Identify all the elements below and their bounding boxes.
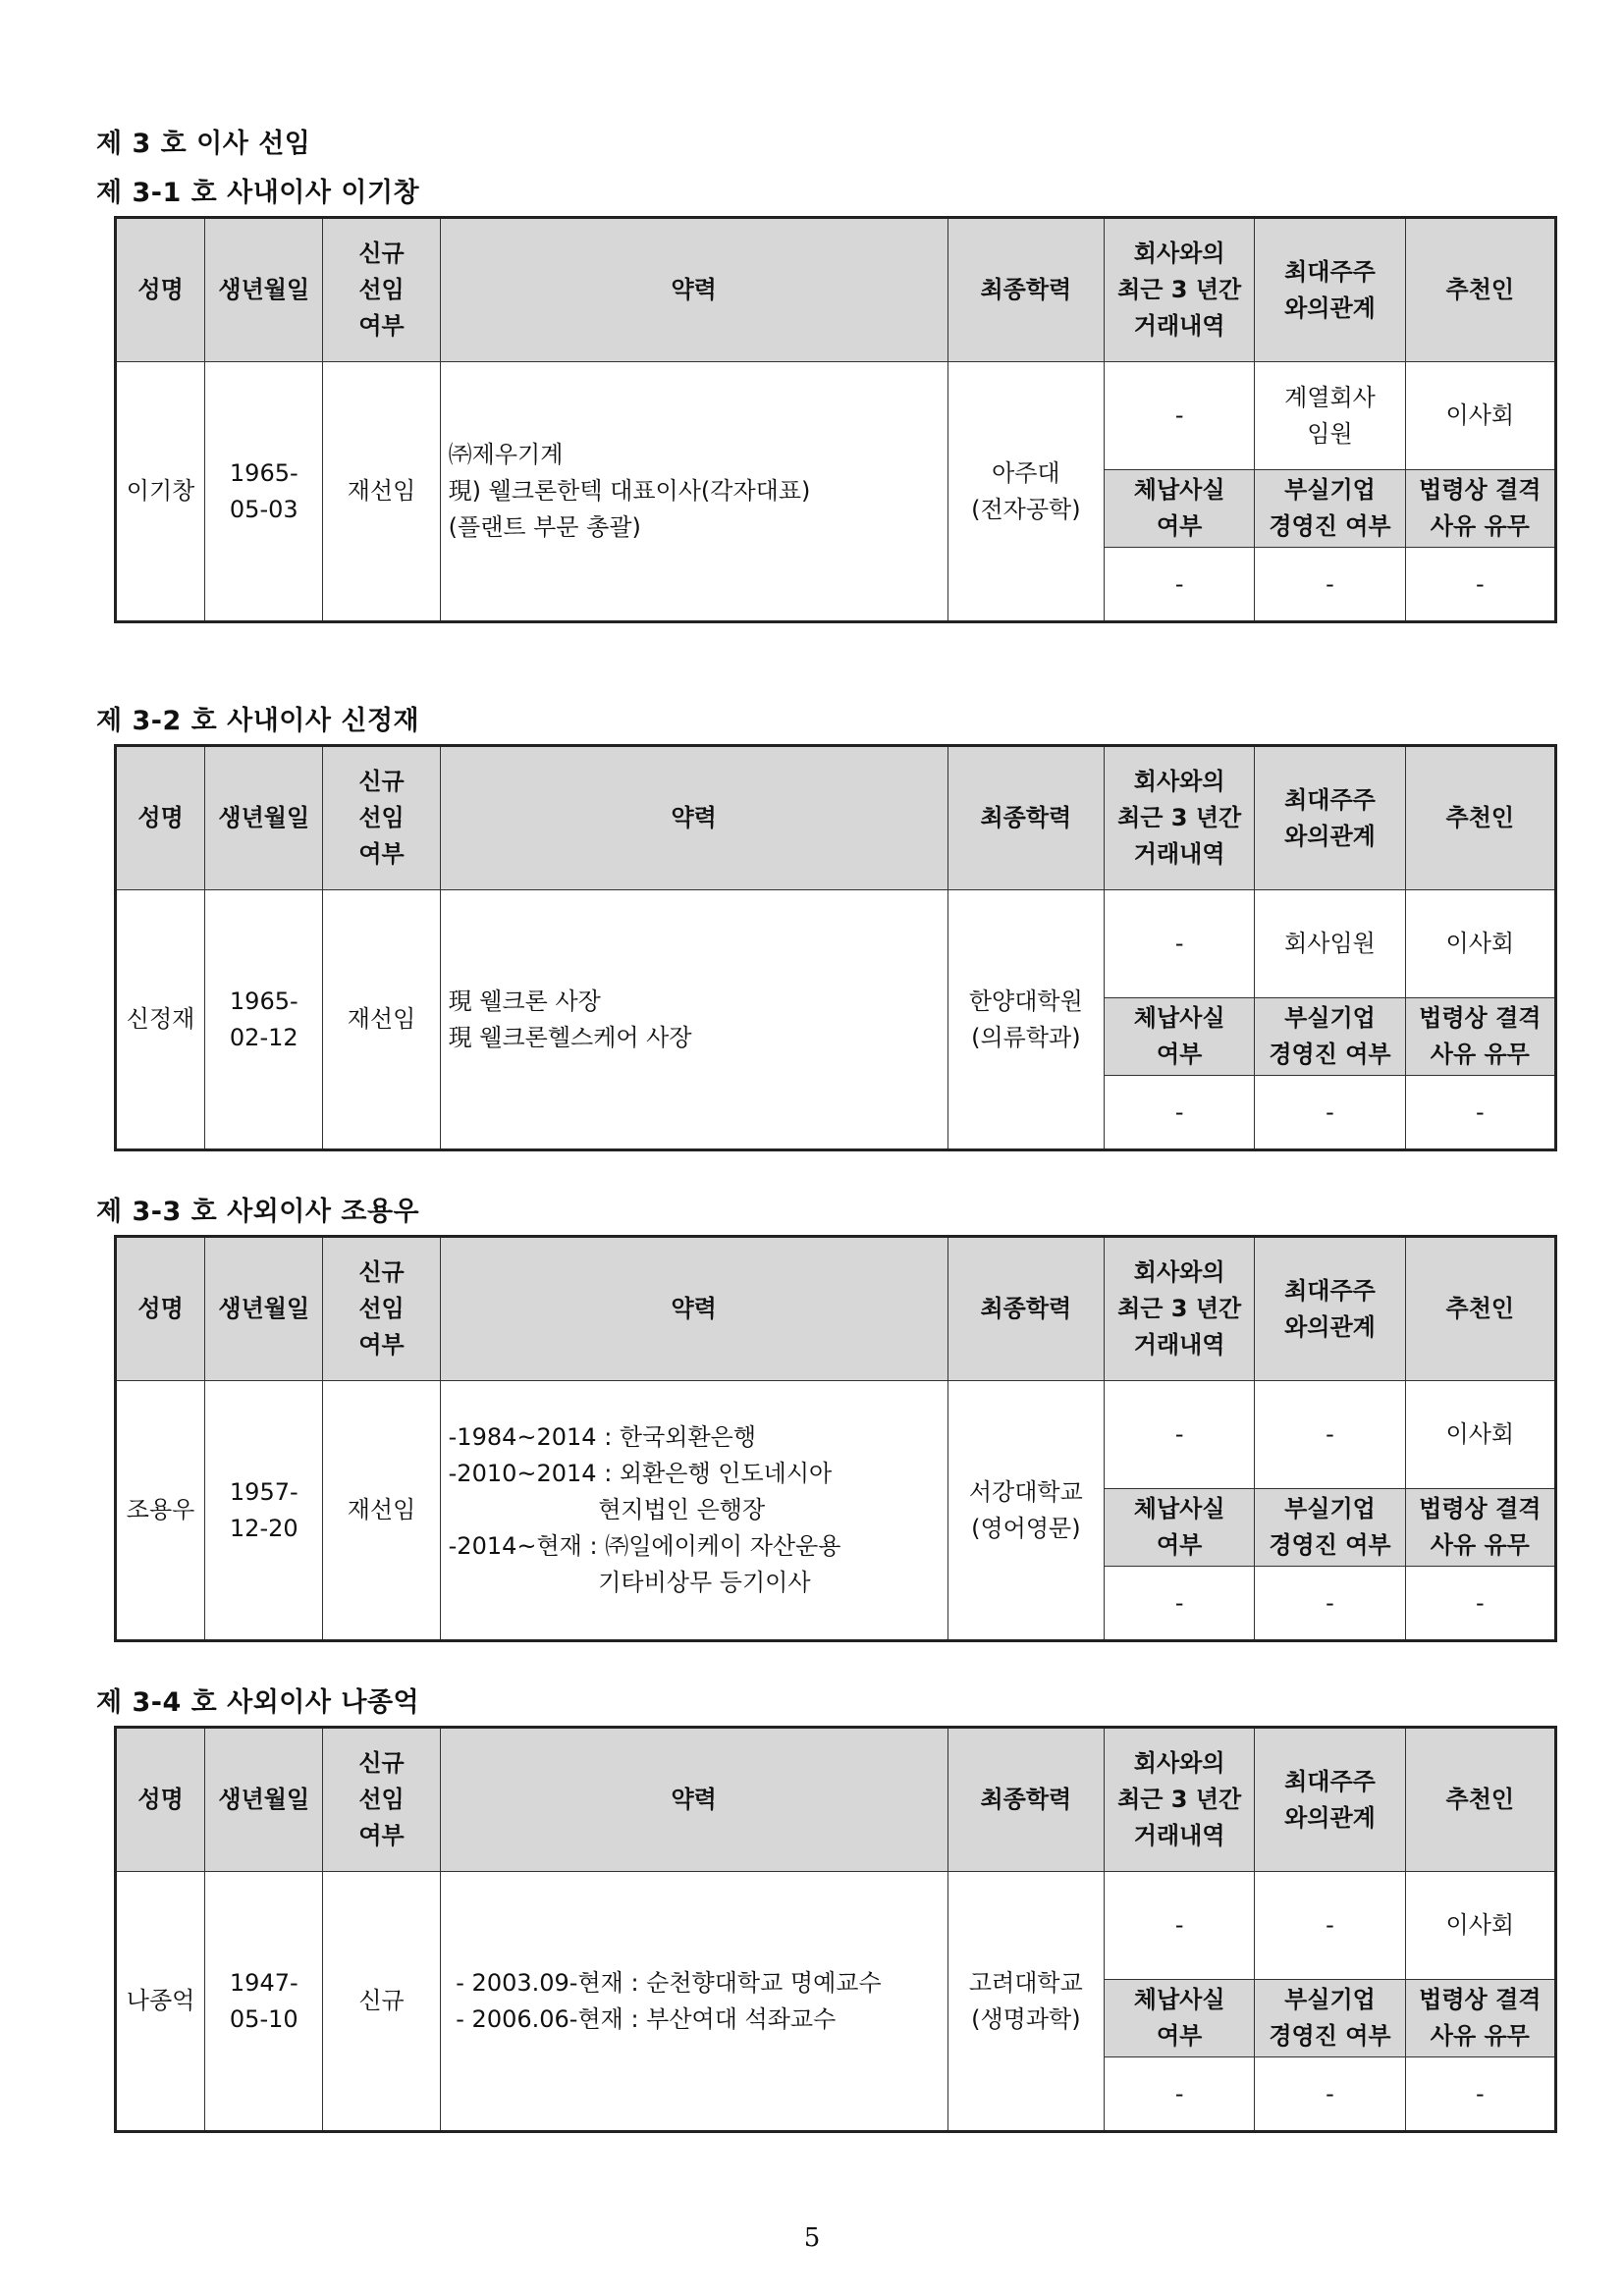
relation-cell: - — [1255, 1872, 1405, 1980]
career-line: 現 웰크론 사장 — [448, 987, 601, 1015]
header-name: 성명 — [116, 1728, 205, 1872]
section-title: 제 3-2 호 사내이사 신정재 — [96, 706, 420, 736]
relation-cell: - — [1255, 1381, 1405, 1489]
header-legal-disqualification: 법령상 결격 사유 유무 — [1405, 1980, 1555, 2057]
header-birth: 생년월일 — [205, 746, 323, 890]
header-new-election: 신규 선임 여부 — [323, 218, 440, 362]
legal-disqualification-cell: - — [1405, 1567, 1555, 1641]
header-transactions: 회사와의 최근 3 년간 거래내역 — [1105, 1728, 1255, 1872]
career-cell — [440, 1872, 947, 2132]
new-election-cell: 재선임 — [323, 890, 440, 1150]
career-cell — [440, 362, 947, 622]
insolvent-company-cell: - — [1255, 548, 1405, 622]
header-education: 최종학력 — [947, 1728, 1104, 1872]
header-relation: 최대주주 와의관계 — [1255, 218, 1405, 362]
section-title: 제 3-4 호 사외이사 나종억 — [96, 1687, 420, 1718]
new-election-cell: 재선임 — [323, 362, 440, 622]
career-line: -2014~현재 : ㈜일에이케이 자산운용 — [448, 1532, 841, 1560]
header-relation: 최대주주 와의관계 — [1255, 1237, 1405, 1381]
career-line: -2010~2014 : 외환은행 인도네시아 — [448, 1460, 833, 1487]
tax-arrears-cell: - — [1105, 1567, 1255, 1641]
header-insolvent-company: 부실기업 경영진 여부 — [1255, 1980, 1405, 2057]
tax-arrears-cell: - — [1105, 1076, 1255, 1150]
header-career: 약력 — [440, 1237, 947, 1381]
career-line: 現 웰크론헬스케어 사장 — [448, 1023, 692, 1051]
name-cell: 신정재 — [116, 890, 205, 1150]
career-line: ㈜제우기계 — [448, 441, 564, 468]
header-relation: 최대주주 와의관계 — [1255, 746, 1405, 890]
header-insolvent-company: 부실기업 경영진 여부 — [1255, 998, 1405, 1076]
recommender-cell: 이사회 — [1405, 1872, 1555, 1980]
header-tax-arrears: 체납사실 여부 — [1105, 998, 1255, 1076]
recommender-cell: 이사회 — [1405, 362, 1555, 470]
header-career: 약력 — [440, 1728, 947, 1872]
education-cell: 아주대 (전자공학) — [947, 362, 1104, 622]
header-transactions: 회사와의 최근 3 년간 거래내역 — [1105, 746, 1255, 890]
page-heading: 제 3 호 이사 선임 — [96, 129, 311, 159]
section-title: 제 3-3 호 사외이사 조용우 — [96, 1197, 420, 1227]
career-line: 現) 웰크론한텍 대표이사(각자대표) — [448, 477, 811, 505]
new-election-cell: 재선임 — [323, 1381, 440, 1641]
header-recommender: 추천인 — [1405, 218, 1555, 362]
header-insolvent-company: 부실기업 경영진 여부 — [1255, 470, 1405, 548]
header-education: 최종학력 — [947, 1237, 1104, 1381]
birth-date-cell: 1957- 12-20 — [205, 1381, 323, 1641]
header-career: 약력 — [440, 746, 947, 890]
director-table — [114, 1726, 1557, 2133]
new-election-cell: 신규 — [323, 1872, 440, 2132]
director-table — [114, 216, 1557, 623]
recommender-cell: 이사회 — [1405, 890, 1555, 998]
career-line: - 2006.06-현재 : 부산여대 석좌교수 — [448, 2004, 837, 2033]
name-cell: 조용우 — [116, 1381, 205, 1641]
director-table — [114, 744, 1557, 1151]
header-tax-arrears: 체납사실 여부 — [1105, 1489, 1255, 1567]
legal-disqualification-cell: - — [1405, 548, 1555, 622]
insolvent-company-cell: - — [1255, 1076, 1405, 1150]
header-name: 성명 — [116, 746, 205, 890]
education-cell: 한양대학원 (의류학과) — [947, 890, 1104, 1150]
career-line: (플랜트 부문 총괄) — [448, 513, 641, 541]
legal-disqualification-cell: - — [1405, 2057, 1555, 2132]
transactions-cell: - — [1105, 1381, 1255, 1489]
section-title: 제 3-1 호 사내이사 이기창 — [96, 178, 420, 208]
header-career: 약력 — [440, 218, 947, 362]
header-legal-disqualification: 법령상 결격 사유 유무 — [1405, 1489, 1555, 1567]
header-education: 최종학력 — [947, 218, 1104, 362]
tax-arrears-cell: - — [1105, 2057, 1255, 2132]
header-insolvent-company: 부실기업 경영진 여부 — [1255, 1489, 1405, 1567]
header-education: 최종학력 — [947, 746, 1104, 890]
header-recommender: 추천인 — [1405, 1728, 1555, 1872]
transactions-cell: - — [1105, 362, 1255, 470]
education-cell: 고려대학교 (생명과학) — [947, 1872, 1104, 2132]
transactions-cell: - — [1105, 890, 1255, 998]
director-table — [114, 1235, 1557, 1642]
career-line: 현지법인 은행장 — [448, 1496, 766, 1523]
career-line: - 2003.09-현재 : 순천향대학교 명예교수 — [448, 1968, 882, 1997]
page-number: 5 — [803, 2223, 821, 2253]
header-legal-disqualification: 법령상 결격 사유 유무 — [1405, 470, 1555, 548]
career-cell — [440, 890, 947, 1150]
relation-cell: 회사임원 — [1255, 890, 1405, 998]
name-cell: 이기창 — [116, 362, 205, 622]
header-tax-arrears: 체납사실 여부 — [1105, 470, 1255, 548]
header-transactions: 회사와의 최근 3 년간 거래내역 — [1105, 218, 1255, 362]
insolvent-company-cell: - — [1255, 2057, 1405, 2132]
career-line: 기타비상무 등기이사 — [448, 1569, 811, 1596]
header-legal-disqualification: 법령상 결격 사유 유무 — [1405, 998, 1555, 1076]
header-new-election: 신규 선임 여부 — [323, 1728, 440, 1872]
header-relation: 최대주주 와의관계 — [1255, 1728, 1405, 1872]
birth-date-cell: 1965- 05-03 — [205, 362, 323, 622]
tax-arrears-cell: - — [1105, 548, 1255, 622]
transactions-cell: - — [1105, 1872, 1255, 1980]
education-cell: 서강대학교 (영어영문) — [947, 1381, 1104, 1641]
insolvent-company-cell: - — [1255, 1567, 1405, 1641]
header-birth: 생년월일 — [205, 218, 323, 362]
header-recommender: 추천인 — [1405, 746, 1555, 890]
header-birth: 생년월일 — [205, 1237, 323, 1381]
relation-cell: 계열회사 임원 — [1255, 362, 1405, 470]
header-recommender: 추천인 — [1405, 1237, 1555, 1381]
career-line: -1984~2014 : 한국외환은행 — [448, 1423, 757, 1451]
header-transactions: 회사와의 최근 3 년간 거래내역 — [1105, 1237, 1255, 1381]
header-new-election: 신규 선임 여부 — [323, 746, 440, 890]
birth-date-cell: 1947- 05-10 — [205, 1872, 323, 2132]
name-cell: 나종억 — [116, 1872, 205, 2132]
recommender-cell: 이사회 — [1405, 1381, 1555, 1489]
header-birth: 생년월일 — [205, 1728, 323, 1872]
career-cell — [440, 1381, 947, 1641]
header-name: 성명 — [116, 218, 205, 362]
header-tax-arrears: 체납사실 여부 — [1105, 1980, 1255, 2057]
birth-date-cell: 1965- 02-12 — [205, 890, 323, 1150]
legal-disqualification-cell: - — [1405, 1076, 1555, 1150]
header-name: 성명 — [116, 1237, 205, 1381]
header-new-election: 신규 선임 여부 — [323, 1237, 440, 1381]
